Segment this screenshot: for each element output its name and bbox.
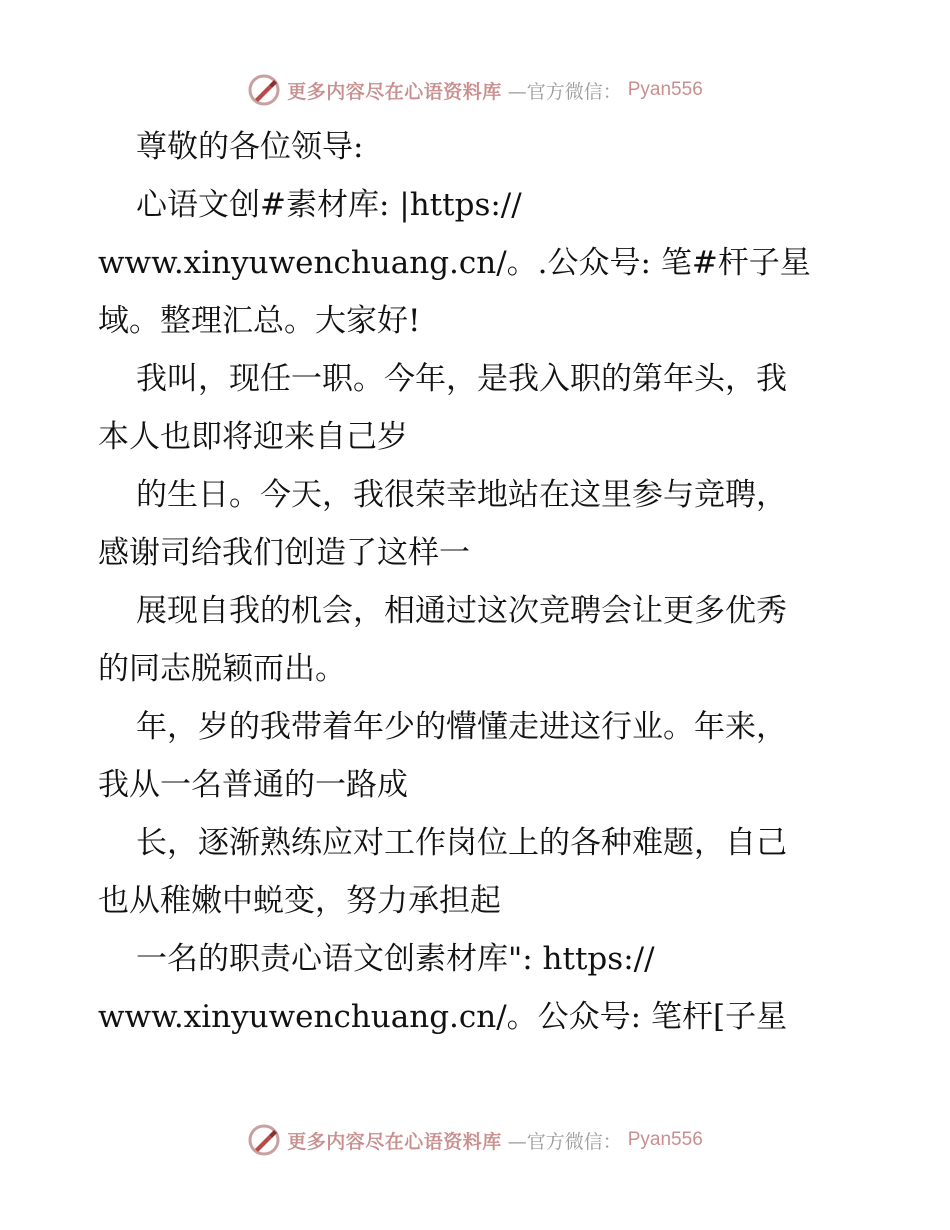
text-line: 展现自我的机会，相通过这次竞聘会让更多优秀 bbox=[136, 593, 787, 629]
watermark-wechat-id: Pyan556 bbox=[627, 1129, 703, 1150]
header-watermark bbox=[0, 70, 950, 110]
text-line: 尊敬的各位领导: bbox=[136, 129, 364, 165]
text-line: 我从一名普通的一路成 bbox=[98, 767, 408, 803]
text-line: 本人也即将迎来自己岁 bbox=[98, 419, 408, 455]
footer-watermark bbox=[0, 1120, 950, 1160]
text-line: 心语文创#素材库: |https:// bbox=[136, 187, 522, 223]
text-line: 长，逐渐熟练应对工作岗位上的各种难题，自己 bbox=[136, 825, 787, 861]
text-line: 我叫，现任一职。今年，是我入职的第年头，我 bbox=[136, 361, 787, 397]
text-line: www.xinyuwenchuang.cn/。公众号: 笔杆[子星 bbox=[98, 999, 788, 1035]
text-line: 也从稚嫩中蜕变，努力承担起 bbox=[98, 883, 501, 919]
pen-logo-icon bbox=[247, 1123, 281, 1157]
text-line: 的生日。今天，我很荣幸地站在这里参与竞聘， bbox=[136, 477, 787, 513]
watermark-brand: 更多内容尽在心语资料库 bbox=[287, 80, 502, 103]
pen-logo-icon bbox=[247, 73, 281, 107]
text-line: 年，岁的我带着年少的懵懂走进这行业。年来， bbox=[136, 709, 787, 745]
watermark-wechat-label: —官方微信： bbox=[507, 1130, 622, 1153]
text-line: 的同志脱颖而出。 bbox=[98, 651, 346, 687]
document-body bbox=[98, 118, 858, 1046]
text-line: 域。整理汇总。大家好! bbox=[98, 303, 421, 339]
text-line: www.xinyuwenchuang.cn/。.公众号: 笔#杆子星 bbox=[98, 245, 811, 281]
watermark-wechat-label: —官方微信： bbox=[507, 80, 622, 103]
text-line: 感谢司给我们创造了这样一 bbox=[98, 535, 470, 571]
watermark-brand: 更多内容尽在心语资料库 bbox=[287, 1130, 502, 1153]
watermark-wechat-id: Pyan556 bbox=[627, 79, 703, 100]
text-line: 一名的职责心语文创素材库": https:// bbox=[136, 941, 655, 977]
